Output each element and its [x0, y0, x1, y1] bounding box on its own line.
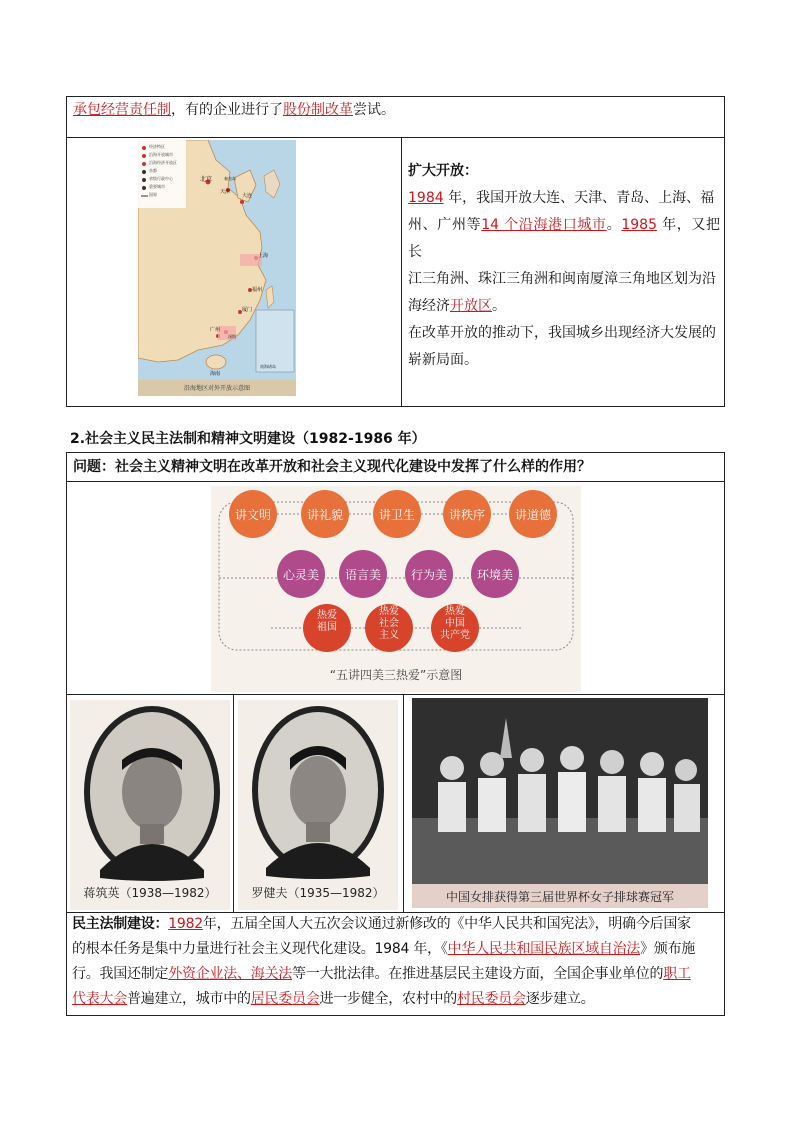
portrait-luo-caption: 罗健夫（1935—1982） — [251, 886, 385, 900]
diagram-label-11: 热爱 社会 主义 — [379, 606, 399, 641]
map-label-xiamen: 厦门 — [242, 307, 253, 313]
diagram-label-2: 讲礼貌 — [306, 508, 343, 522]
five-four-three-diagram — [211, 486, 581, 692]
coastal-cities-link: 14 个沿海港口城市 — [481, 217, 607, 233]
volleyball-team-photo — [412, 698, 708, 908]
autonomy-law-link: 中华人民共和国民族区域自治法 — [447, 941, 641, 957]
portrait-luo — [238, 700, 398, 910]
residents-committee-link: 居民委员会 — [250, 991, 320, 1007]
open-up-heading: 扩大开放： — [408, 163, 478, 179]
map-legend: 经济特区 沿海开放城市 沿海经济开放区 首都 省级行政中心 重要城市 国界 — [149, 144, 177, 197]
shareholding-reform-link: 股份制改革 — [283, 102, 353, 118]
map-label-guangzhou: 广州 — [210, 327, 221, 333]
diagram-caption: “五讲四美三热爱”示意图 — [329, 668, 463, 682]
portrait-jiang-caption: 蒋筑英（1938—1982） — [83, 886, 217, 900]
law-heading: 民主法制建设： — [72, 916, 169, 932]
diagram-label-1: 讲文明 — [234, 508, 271, 522]
diagram-label-8: 行为美 — [410, 568, 447, 582]
map-label-hainan: 海南 — [210, 371, 221, 377]
map-label-qinhuangdao: 秦皇岛 — [224, 176, 236, 181]
map-caption: 沿海地区对外开放示意图 — [183, 385, 250, 392]
year-1985: 1985 — [621, 217, 657, 233]
map-label-tianjin: 天津 — [220, 189, 231, 195]
villagers-committee-link: 村民委员会 — [457, 991, 526, 1007]
workers-congress-link-a: 职工 — [663, 966, 691, 982]
team-photo-caption: 中国女排获得第三届世界杯女子排球赛冠军 — [445, 890, 674, 904]
map-label-beijing: 北京 — [200, 176, 213, 183]
workers-congress-link-b: 代表大会 — [72, 991, 127, 1007]
question-text: 问题：社会主义精神文明在改革开放和社会主义现代化建设中发挥了什么样的作用？ — [73, 459, 591, 475]
year-1984: 1984 — [408, 190, 444, 206]
reform-row — [66, 96, 725, 138]
law-text: 民主法制建设：1982年，五届全国人大五次会议通过新修改的《中华人民共和国宪法》，明确今后国家 的根本任务是集中力量进行社会主义现代化建设。1984 年，《中华人民共和国民族区域自治法》颁布施 行。我国还制定外资企业法、海关法等一大批法律。在推进基层民主建设方面，全国企事业单位的职工 代表大会普遍建立，城市中的居民委员会进一步健全，农村中的村民委员会逐步建立。 — [72, 916, 696, 1007]
contract-responsibility-link: 承包经营责任制 — [73, 102, 171, 118]
map-label-dalian: 大连 — [242, 193, 253, 199]
open-up-text: 扩大开放： 1984 年，我国开放大连、天津、青岛、上海、福 州、广州等14 个沿海港口城市。1985 年，又把长 江三角洲、珠江三角洲和闽南厦漳三角地区划为沿 海经济开放区。 在改革开放的推动下，我国城乡出现经济大发展的 崭新局面。 — [408, 158, 720, 374]
diagram-label-10: 热爱 祖国 — [317, 610, 337, 633]
map-label-fuzhou: 福州 — [252, 287, 263, 293]
diagram-label-5: 讲道德 — [514, 508, 551, 522]
section2-title: 2.社会主义民主法制和精神文明建设（1982-1986 年） — [70, 431, 426, 447]
diagram-label-6: 心灵美 — [282, 568, 319, 582]
portrait-jiang — [70, 700, 230, 910]
diagram-label-4: 讲秩序 — [448, 508, 485, 522]
question-row — [66, 452, 725, 482]
reform-text: 承包经营责任制，有的企业进行了股份制改革尝试。 — [73, 102, 395, 118]
diagram-label-9: 环境美 — [476, 568, 513, 582]
coastal-open-map — [138, 140, 296, 396]
diagram-label-3: 讲卫生 — [378, 508, 415, 522]
map-label-shanghai: 上海 — [258, 253, 269, 259]
map-label-shenzhen: 深圳 — [228, 334, 236, 339]
diagram-label-12: 热爱 中国 共产党 — [440, 606, 470, 641]
year-1982: 1982 — [168, 916, 203, 932]
map-label-nanhai: 南海诸岛 — [260, 364, 276, 369]
open-zone-link: 开放区 — [450, 298, 492, 314]
diagram-label-7: 语言美 — [344, 568, 381, 582]
foreign-laws-link: 外资企业法、海关法 — [168, 966, 292, 982]
